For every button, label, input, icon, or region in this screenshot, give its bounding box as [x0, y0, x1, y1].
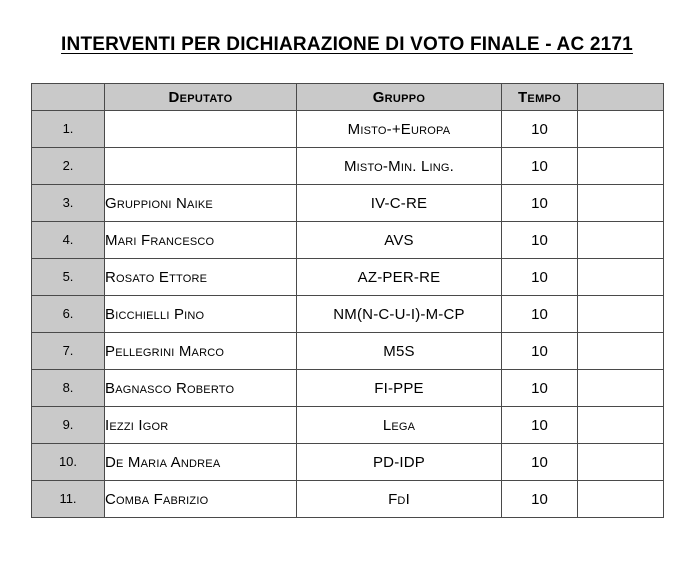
- table-row: [32, 259, 664, 296]
- row-gruppo: Lega: [297, 407, 502, 444]
- row-extra: [578, 185, 664, 222]
- row-extra: [578, 222, 664, 259]
- column-header-number: [32, 84, 105, 111]
- table-row: [32, 222, 664, 259]
- table-row: [32, 111, 664, 148]
- row-deputato: Pellegrini Marco: [105, 333, 297, 370]
- table-row: [32, 444, 664, 481]
- row-tempo: 10: [502, 185, 578, 222]
- row-number: 5.: [32, 259, 105, 296]
- row-number: 6.: [32, 296, 105, 333]
- row-extra: [578, 370, 664, 407]
- table-row: [32, 148, 664, 185]
- row-tempo: 10: [502, 259, 578, 296]
- table-row: [32, 481, 664, 518]
- row-number: 4.: [32, 222, 105, 259]
- row-gruppo: NM(N-C-U-I)-M-CP: [297, 296, 502, 333]
- row-deputato: [105, 111, 297, 148]
- row-tempo: 10: [502, 333, 578, 370]
- table-row: [32, 370, 664, 407]
- column-header-tempo: Tempo: [502, 84, 578, 111]
- row-number: 7.: [32, 333, 105, 370]
- row-deputato: Bicchielli Pino: [105, 296, 297, 333]
- row-number: 2.: [32, 148, 105, 185]
- row-number: 3.: [32, 185, 105, 222]
- speakers-table: [31, 83, 664, 518]
- row-gruppo: IV-C-RE: [297, 185, 502, 222]
- row-tempo: 10: [502, 296, 578, 333]
- row-deputato: Bagnasco Roberto: [105, 370, 297, 407]
- table-row: [32, 333, 664, 370]
- row-deputato: Gruppioni Naike: [105, 185, 297, 222]
- row-extra: [578, 259, 664, 296]
- row-gruppo: AVS: [297, 222, 502, 259]
- table-header: [32, 84, 664, 111]
- row-number: 8.: [32, 370, 105, 407]
- speakers-table-container: [31, 83, 663, 518]
- row-number: 11.: [32, 481, 105, 518]
- row-tempo: 10: [502, 407, 578, 444]
- row-deputato: Comba Fabrizio: [105, 481, 297, 518]
- row-deputato: Iezzi Igor: [105, 407, 297, 444]
- row-gruppo: AZ-PER-RE: [297, 259, 502, 296]
- column-header-gruppo: Gruppo: [297, 84, 502, 111]
- row-extra: [578, 148, 664, 185]
- row-gruppo: M5S: [297, 333, 502, 370]
- row-gruppo: PD-IDP: [297, 444, 502, 481]
- row-gruppo: FI-PPE: [297, 370, 502, 407]
- table-row: [32, 407, 664, 444]
- table-body: [32, 111, 664, 518]
- row-extra: [578, 407, 664, 444]
- row-number: 1.: [32, 111, 105, 148]
- row-extra: [578, 296, 664, 333]
- row-number: 9.: [32, 407, 105, 444]
- page-title: INTERVENTI PER DICHIARAZIONE DI VOTO FINALE - AC 2171: [61, 34, 633, 55]
- row-tempo: 10: [502, 444, 578, 481]
- row-tempo: 10: [502, 222, 578, 259]
- row-tempo: 10: [502, 370, 578, 407]
- column-header-extra: [578, 84, 664, 111]
- row-extra: [578, 333, 664, 370]
- row-tempo: 10: [502, 148, 578, 185]
- column-header-deputato: Deputato: [105, 84, 297, 111]
- row-gruppo: Misto-Min. Ling.: [297, 148, 502, 185]
- row-deputato: [105, 148, 297, 185]
- row-number: 10.: [32, 444, 105, 481]
- row-deputato: De Maria Andrea: [105, 444, 297, 481]
- table-header-row: [32, 84, 664, 111]
- row-extra: [578, 481, 664, 518]
- table-row: [32, 185, 664, 222]
- row-deputato: Rosato Ettore: [105, 259, 297, 296]
- row-extra: [578, 111, 664, 148]
- row-gruppo: FdI: [297, 481, 502, 518]
- table-row: [32, 296, 664, 333]
- row-deputato: Mari Francesco: [105, 222, 297, 259]
- row-tempo: 10: [502, 111, 578, 148]
- row-gruppo: Misto-+Europa: [297, 111, 502, 148]
- row-tempo: 10: [502, 481, 578, 518]
- row-extra: [578, 444, 664, 481]
